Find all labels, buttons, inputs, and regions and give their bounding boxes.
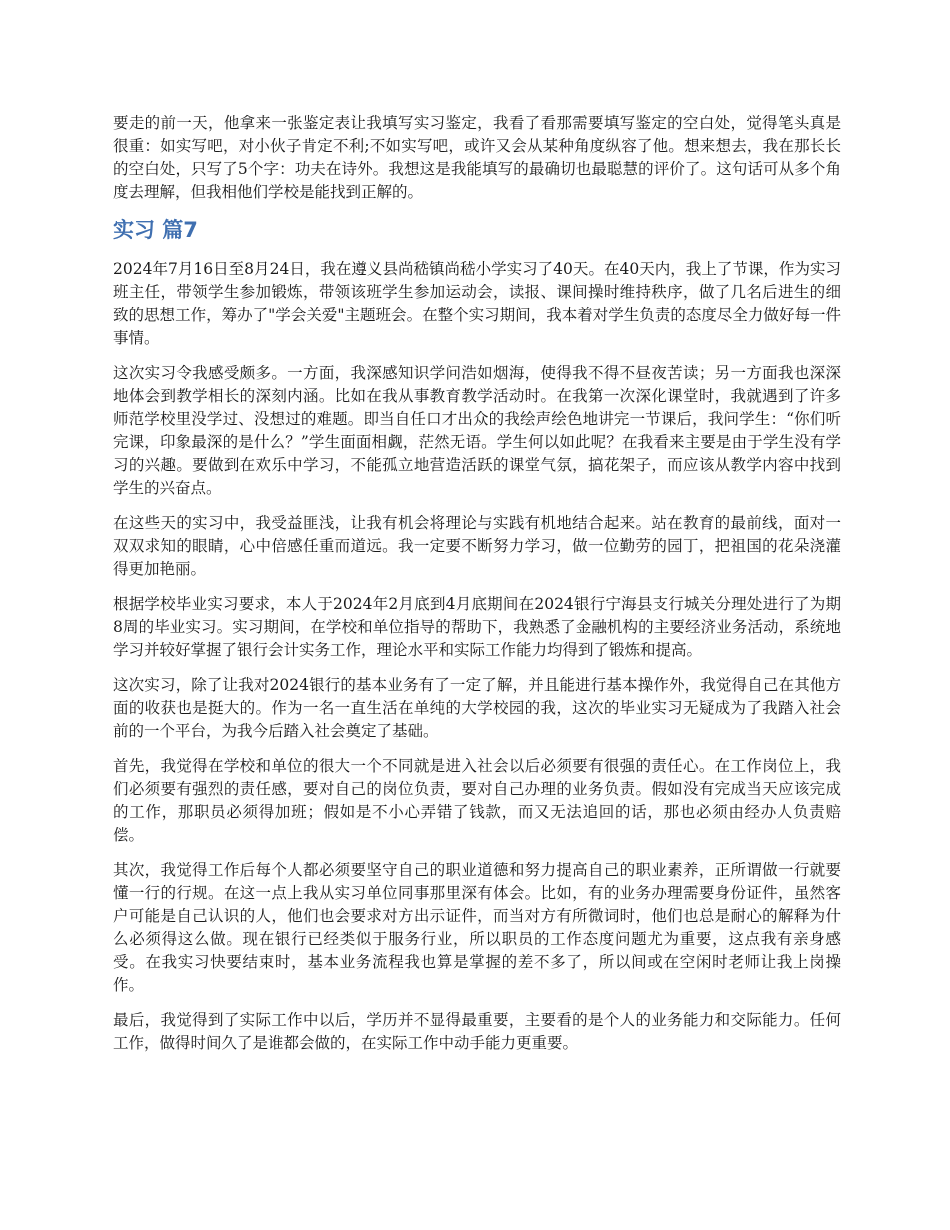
paragraph-5: 这次实习，除了让我对2024银行的基本业务有了一定了解，并且能进行基本操作外，我觉得自己在其他方面的收获也是挺大的。作为一名一直生活在单纯的大学校园的我，这次的毕业实习无疑成为了我踏入社会前的一个平台，为我今后踏入社会奠定了基础。 bbox=[113, 676, 841, 740]
paragraph-7: 其次，我觉得工作后每个人都必须要坚守自己的职业道德和努力提高自己的职业素养，正所谓做一行就要懂一行的行规。在这一点上我从实习单位同事那里深有体会。比如，有的业务办理需要身份证件，虽然客户可能是自己认识的人，他们也会要求对方出示证件，而当对方有所微词时，他们也总是耐心的解释为什么必须得这么做。现在银行已经类似于服务行业，所以职员的工作态度问题尤为重要，这点我有亲身感受。在我实习快要结束时，基本业务流程我也算是掌握的差不多了，所以间或在空闲时老师让我上岗操作。 bbox=[113, 861, 841, 994]
paragraph-2: 这次实习令我感受颇多。一方面，我深感知识学问浩如烟海，使得我不得不昼夜苦读；另一方面我也深深地体会到教学相长的深刻内涵。比如在我从事教育教学活动时。在我第一次深化课堂时，我就遇到了许多师范学校里没学过、没想过的难题。即当自任口才出众的我绘声绘色地讲完一节课后，我问学生：“你们听完课，印象最深的是什么？”学生面面相觑，茫然无语。学生何以如此呢？在我看来主要是由于学生没有学习的兴趣。要做到在欢乐中学习，不能孤立地营造活跃的课堂气氛，搞花架子，而应该从教学内容中找到学生的兴奋点。 bbox=[113, 364, 841, 497]
document-page bbox=[113, 112, 841, 1067]
intro-paragraph: 要走的前一天，他拿来一张鉴定表让我填写实习鉴定，我看了看那需要填写鉴定的空白处，觉得笔头真是很重：如实写吧，对小伙子肯定不利;不如实写吧，或许又会从某种角度纵容了他。想来想去，我在那长长的空白处，只写了5个字：功夫在诗外。我想这是我能填写的最确切也最聪慧的评价了。这句话可从多个角度去理解，但我相他们学校是能找到正解的。 bbox=[113, 114, 841, 201]
paragraph-3: 在这些天的实习中，我受益匪浅，让我有机会将理论与实践有机地结合起来。站在教育的最前线，面对一双双求知的眼睛，心中倍感任重而道远。我一定要不断努力学习，做一位勤劳的园丁，把祖国的花朵浇灌得更加艳丽。 bbox=[113, 514, 841, 578]
paragraph-4: 根据学校毕业实习要求，本人于2024年2月底到4月底期间在2024银行宁海县支行城关分理处进行了为期8周的毕业实习。实习期间，在学校和单位指导的帮助下，我熟悉了金融机构的主要经济业务活动，系统地学习并较好掌握了银行会计实务工作，理论水平和实际工作能力均得到了锻炼和提高。 bbox=[113, 595, 841, 659]
paragraph-6: 首先，我觉得在学校和单位的很大一个不同就是进入社会以后必须要有很强的责任心。在工作岗位上，我们必须要有强烈的责任感，要对自己的岗位负责，要对自己办理的业务负责。假如没有完成当天应该完成的工作，那职员必须得加班；假如是不小心弄错了钱款，而又无法追回的话，那也必须由经办人负责赔偿。 bbox=[113, 757, 841, 844]
paragraph-8: 最后，我觉得到了实际工作中以后，学历并不显得最重要，主要看的是个人的业务能力和交际能力。任何工作，做得时间久了是谁都会做的，在实际工作中动手能力更重要。 bbox=[113, 1011, 841, 1052]
section-heading: 实习 篇7 bbox=[113, 218, 198, 242]
paragraph-1: 2024年7月16日至8月24日，我在遵义县尚嵇镇尚嵇小学实习了40天。在40天内，我上了节课，作为实习班主任，带领学生参加锻炼，带领该班学生参加运动会，读报、课间操时维持秩序，做了几名后进生的细致的思想工作，筹办了"学会关爱"主题班会。在整个实习期间，我本着对学生负责的态度尽全力做好每一件事情。 bbox=[113, 260, 841, 347]
